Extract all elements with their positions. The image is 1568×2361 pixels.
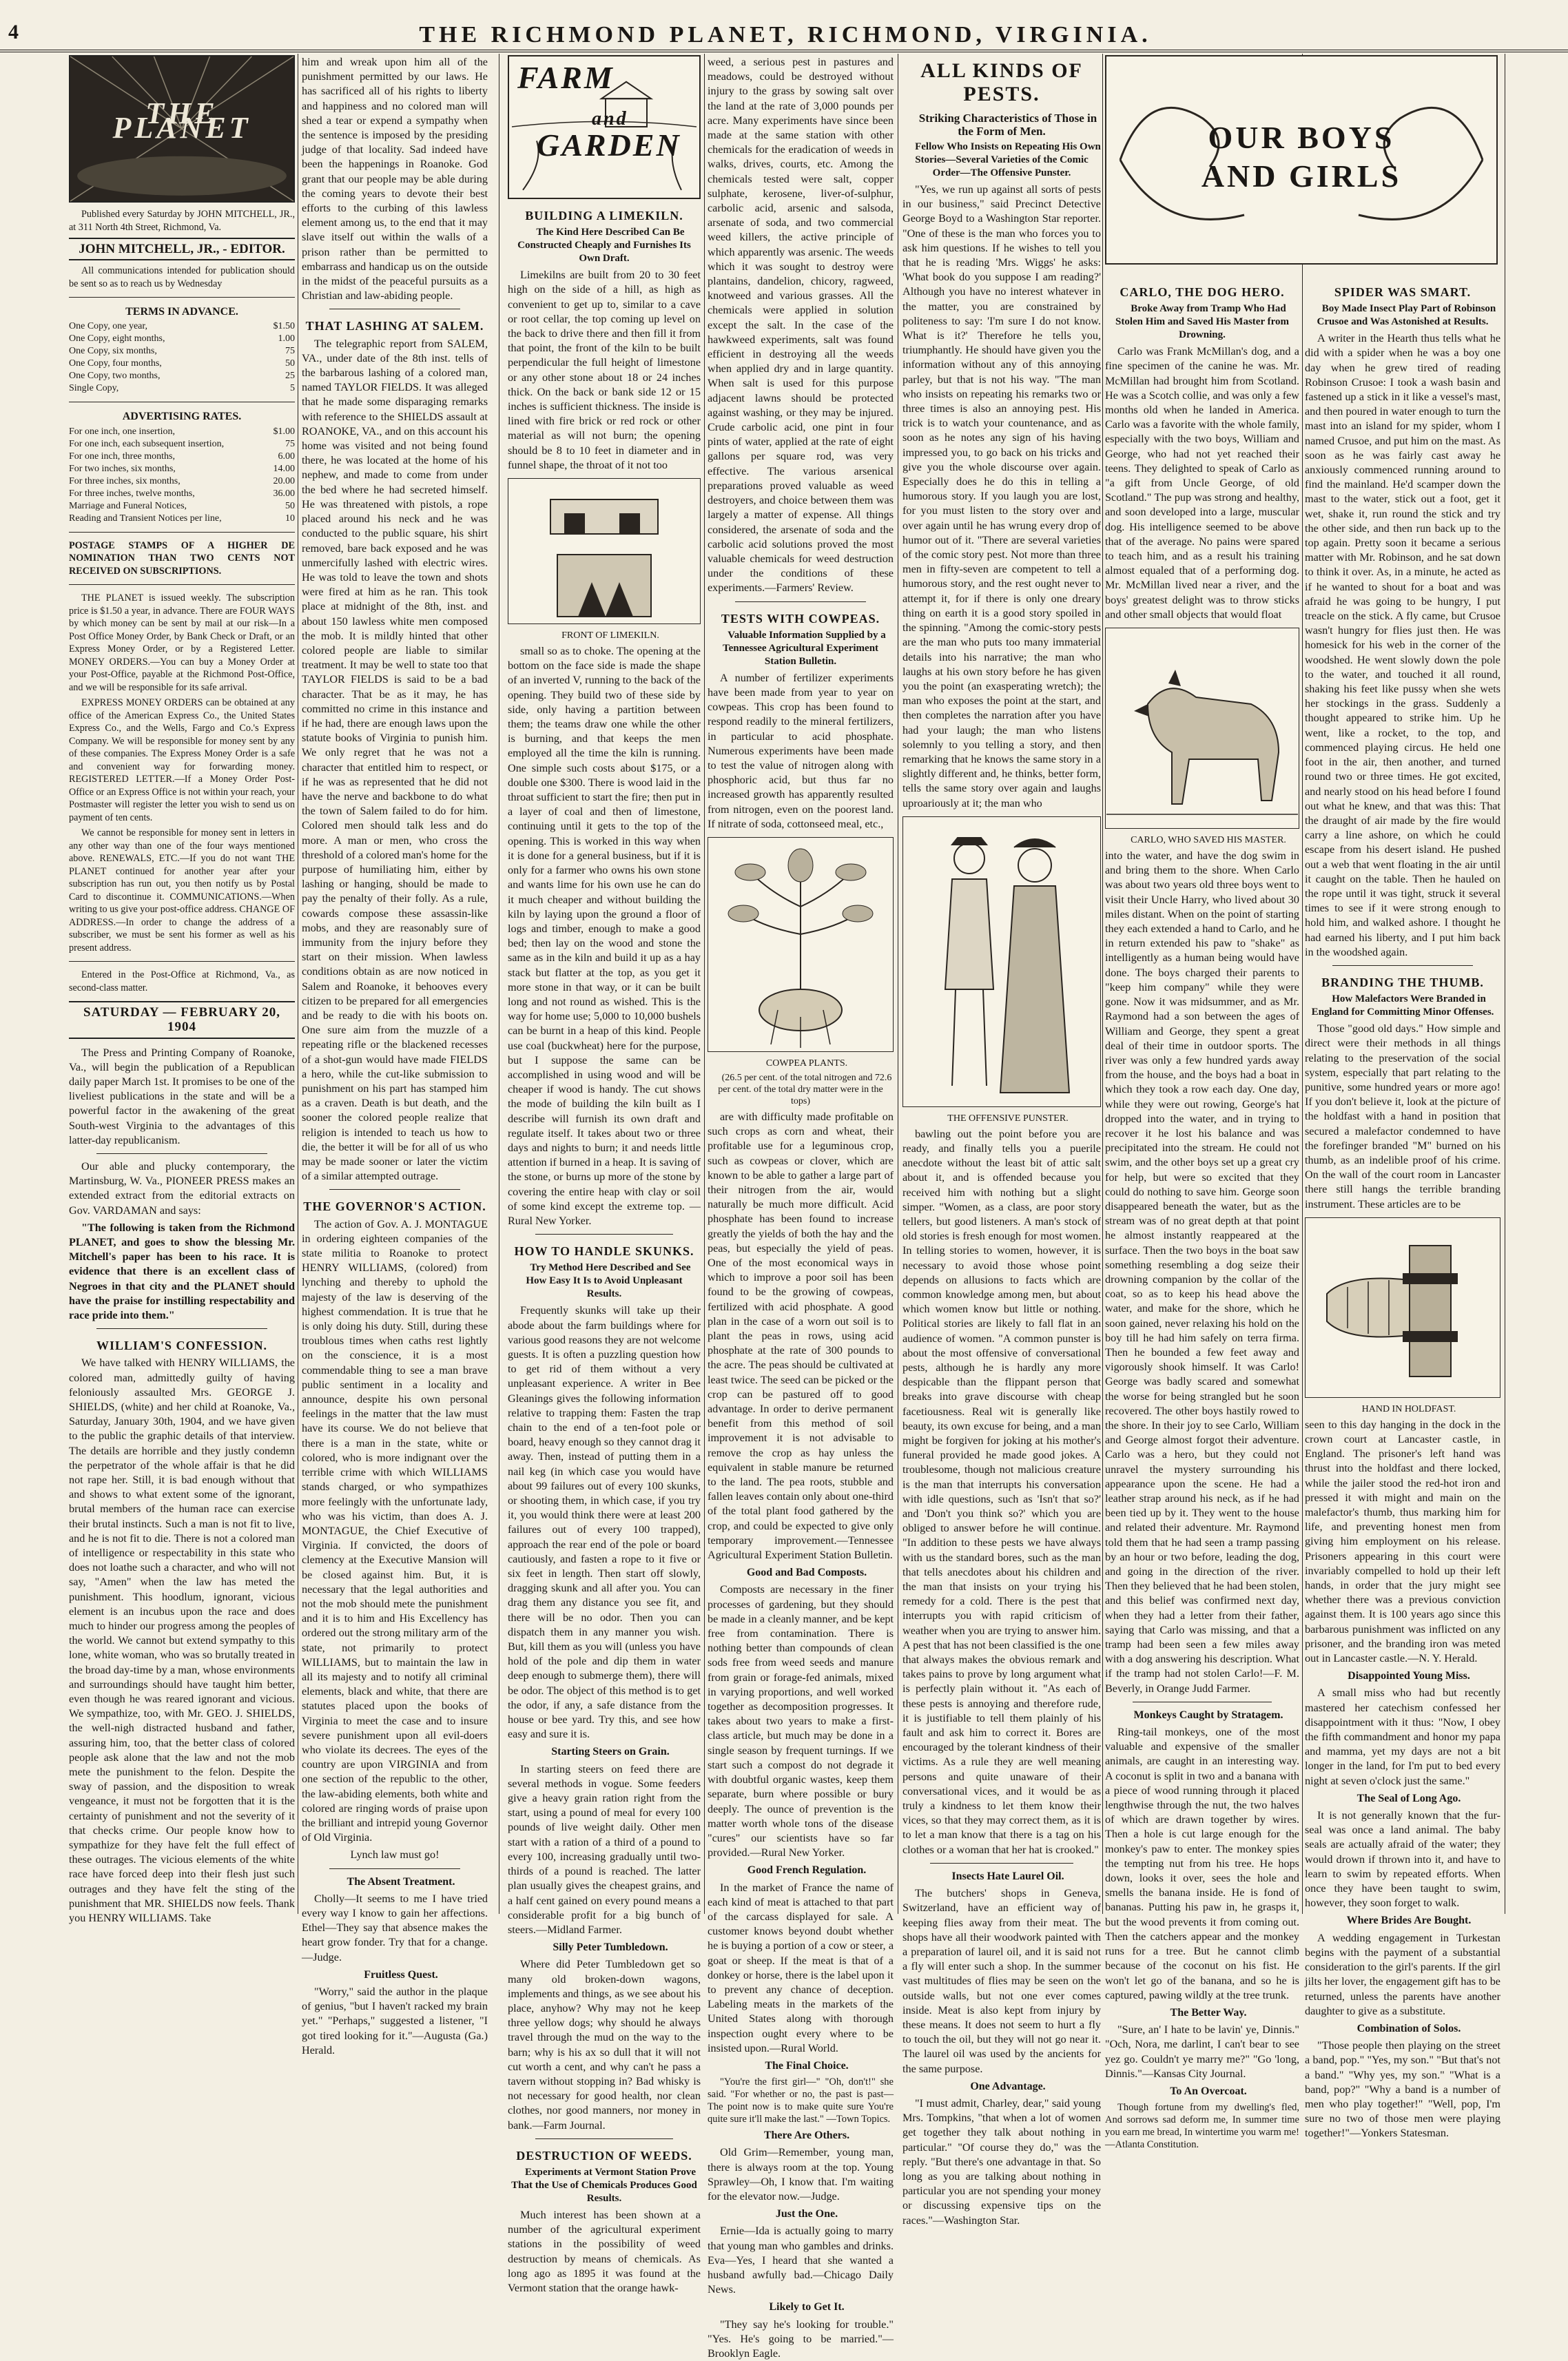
divider — [1332, 965, 1473, 966]
article-headline: Where Brides Are Bought. — [1346, 1915, 1472, 1927]
boys-girls-banner — [1105, 55, 1498, 265]
article-headline: Disappointed Young Miss. — [1348, 1670, 1470, 1682]
article-headline: THE GOVERNOR'S ACTION. — [303, 1199, 486, 1214]
article-body: "Those people then playing on the street a band, pop." "Yes, my son." "But that's not a band." "Why yes, my son." "What is a band, pop?" "Why a band is a number of men who play together!" "Well, pop, I'm sure no two of those men were playing together!"—Yonkers Statesman. — [1305, 2039, 1500, 2140]
article-headline: There Are Others. — [763, 2130, 850, 2142]
limekiln-figure — [508, 479, 700, 623]
article-headline: ALL KINDS OF PESTS. — [920, 59, 1083, 105]
column-7 — [1305, 276, 1500, 2140]
divider — [735, 601, 866, 602]
article-deck: Boy Made Insect Play Part of Robinson Crusoe and Was Astonished at Results. — [1317, 303, 1496, 328]
article-body: "Worry," said the author in the plaque of genius, "but I haven't racked my brain yet." "Perhaps," suggested a listener, "I got tired looking for it."—Augusta (Ga.) Herald. — [302, 1986, 488, 2056]
divider — [329, 1868, 460, 1869]
article-headline: TESTS WITH COWPEAS. — [721, 611, 880, 626]
limekiln-illustration — [508, 478, 701, 624]
verse: "You're the first girl—" "Oh, don't!" she said. "For whether or no, the past is past—The point now is to make quite sure You're quite sure it'll make the last." —Town Topics. — [708, 2076, 894, 2125]
article-body: In the market of France the name of each kind of meat is attached to that part of the carcass displayed for sale. A customer knows beyond doubt whether he is buying a portion of a cow or steer, a goat or sheep. If the meat is that of a donkey or horse, there is the label upon it to prevent any chance of deception. Labeling meats in the markets of the United States along with thorough inspection ought every where to be insisted upon.—Rural World. — [708, 1881, 894, 2054]
article-body: The butchers' shops in Geneva, Switzerland, have an efficient way of keeping flies away from their meat. The shops have all their woodwork painted with a preparation of laurel oil, and it is said not a fly will enter such a shop. In the summer vast multitudes of flies may be seen on the outside walls, but not one ever comes inside. Meat is also kept from injury by these means. It does not seem to hurt a fly to touch the oil, but they will not go near it. The laurel oil was used by the ancients for the same purpose. — [902, 1887, 1101, 2075]
banner-word-farm: FARM — [517, 60, 615, 95]
article-body: Where did Peter Tumbledown get so many old broken-down wagons, implements and things, as we see about his place, anyhow? Why may not he keep three yellow dogs; why should he always travel through the mud on the way to the barn; why is his ax so dull that it will not cut worth a cent, and why can't he pass a tavern without stopping in? Bad whisky is not necessary for good health, nor clean clothes, nor good manners, nor money in bank.—Farm Journal. — [508, 1958, 701, 2132]
rates-row: For one inch, three months, 6.00 — [69, 451, 295, 462]
article-body: Ring-tail monkeys, one of the most valuable and expensive of the smaller animals, are caught in an interesting way. A coconut is split in two and a banana with a piece of wood running through it placed lengthwise through the nut, the two halves of which are drawn together by wires. Then a hole is cut large enough for the monkey's paw to enter. The monkey spies the tempting nut from his tree. He hops down, looks it over, sees the hole and smells the banana inside. He is fond of bananas. Putting his paw in, he grasps it, but the wood prevents it from coming out. Then the catchers appear and the monkey runs for a tree. But he cannot climb because of the coconut on his fist. He won't let go of the banana, and so he is captured, pawing wildly at the tree trunk. — [1105, 1726, 1299, 2001]
header-rule — [0, 50, 1568, 52]
article-headline: Likely to Get It. — [769, 2301, 845, 2313]
article-headline: HOW TO HANDLE SKUNKS. — [514, 1244, 694, 1259]
divider — [329, 1189, 460, 1190]
article-headline: CARLO, THE DOG HERO. — [1120, 285, 1285, 299]
divider — [69, 584, 295, 585]
article-body: It is not generally known that the fur-seal was once a land animal. The baby seals are actually afraid of the water; they would drown if thrown into it, and have to learn to swim by repeated efforts. When once they have been taught to swim, however, they soon forget to walk. — [1305, 1809, 1500, 1910]
vardaman-paragraph: Our able and plucky contemporary, the Martinsburg, W. Va., PIONEER PRESS makes an extended extract from the editorial extracts on Gov. VARDAMAN and says: — [69, 1159, 295, 1217]
article-body: In starting steers on feed there are several methods in vogue. Some feeders give a heavy grain ration right from the start, using a pound of meal for every 100 pounds of live weight daily. Other men start with a ration of a third of a pound to every 100, increasing gradually until two-thirds of a pound is reached. The latter plan usually gives the cheapest grains, and a half cent gained on every pound means a considerable profit for a big bunch of steers.—Midland Farmer. — [508, 1762, 701, 1936]
rates-row: For one inch, one insertion, $1.00 — [69, 426, 295, 437]
article-headline: Starting Steers on Grain. — [551, 1746, 670, 1758]
divider — [930, 1863, 1073, 1864]
column-5 — [902, 55, 1101, 2227]
figure-caption: FRONT OF LIMEKILN. — [561, 630, 659, 641]
column-rule — [1302, 54, 1303, 1914]
communications-notice: All communications intended for publication should be sent so as to reach us by Wednesday — [69, 265, 295, 289]
article-body: A writer in the Hearth thus tells what he did with a spider when he was a boy one day when he grew tired of reading Robinson Crusoe: I took a wash basin and fastened up a stick in it like a vessel's mast, and then poured in water enough to turn the mast into an island for my spider, whom I named Crusoe, and put him on the mast. As soon as he was fairly cast away he anxiously commenced running around to find the mainland. He'd scamper down the mast to the water, stick out a foot, get it wet, shake it, run round the stick and try the other side, and then run back up to the top again. Pretty soon it became a serious matter with Mr. Robinson, and he sat down to think it over. As, in a minute, he acted as if he wanted to shout for a boat and was afraid he was going to be hungry, I put treacle on the stick. A fly came, but Crusoe wasn't hungry for flies just then. He was homesick for his web in the corner of the woodshed. He went slowly down the pole to the water, and touched it all round, shaking his feet like pussy when she wets her stockings in the grass. Suddenly a thought appeared to strike him. Up he went, like a rocket, to the top, and commenced playing circus. He held one foot in the air, then another, and turned round two or three times. He got excited, and nearly stood on his head before I found out what he knew, and that was this: That the draught of air made by the fire would carry a line ashore, on which he could escape from his desert island. He pushed out a web that went floating in the air until it caught on the table. Then he hauled on the rope until it was tight, struck it several times to see if it were strong enough to hold him, and walked ashore. I thought he had earned his liberty, and I put him back in the woodshed again. — [1305, 332, 1500, 958]
editor-line: JOHN MITCHELL, JR., - EDITOR. — [69, 238, 295, 260]
divider — [96, 1153, 267, 1154]
article-headline: BRANDING THE THUMB. — [1321, 975, 1484, 989]
column-3 — [508, 55, 701, 2294]
divider — [96, 1328, 267, 1329]
article-headline: BUILDING A LIMEKILN. — [525, 209, 683, 223]
banner-word-garden: GARDEN — [537, 127, 681, 163]
planet-masthead — [69, 55, 295, 203]
rates-row: For one inch, each subsequent insertion, 75 — [69, 438, 295, 449]
figure-caption: COWPEA PLANTS. — [765, 1058, 848, 1069]
hand-holdfast-figure — [1306, 1218, 1500, 1397]
article-body: "They say he's looking for trouble." "Yes. He's going to be married."—Brooklyn Eagle. — [708, 2318, 894, 2360]
article-body: The telegraphic report from SALEM, VA., under date of the 8th inst. tells of the barbarous lashing of a colored man, named TAYLOR FIELDS. It was alleged that he made some disparaging remarks with reference to the SHIELDS assault at ROANOKE, VA., and on this account his home was visited and not being found there, he was located at the home of his nephew, and made to come from under the bed where he had secreted himself. He was threatened with pistols, a rope placed around his neck and he was conducted to the public square, his shirt removed, bare back exposed and he was unmercifully lashed with electric wires. He was told to leave the town and shots were fired at him as he ran. This took place at midnight of the 8th, inst. and about 150 lawless white men composed the mob. It is mildly hinted that other colored people are liable to similar treatment. It may be well to state too that TAYLOR FIELDS is said to be a bad character. That be as it may, he has committed no crime in this instance and if he had, there are enough laws upon the statute books of Virginia to punish him. We only regret that he was not a character that entitled him to respect, or if he was as represented that he did not have the nerve and backbone to do what the town of Salem failed to do for him. Colored men should talk less and do more. A man or men, who cross the threshold of a colored man's home for the purpose of humiliating him, either by lashing or hanging, should be made to pay the penalty of their folly. As a rule, cowards compose these assassin-like mobs, and they are reasonably sure of immunity from the injury before they start on their mission. When lawless conditions obtain as are now noticed in Salem and Roanoke, it behooves every citizen to be prepared for all emergencies and be ready to die with his boots on. One sure aim from the muzzle of a repeating rifle or the blackened recesses of a shot-gun would have made FIELDS a hero, while the cut-like submission to punishment on his part has stamped him as a craven. Death is but death, and the sooner the colored people realize that religion is intended to teach us how to die, the better it will be for all of us who may be made sooner or later the victim of a similar attempted outrage. — [302, 337, 488, 1183]
figure-caption: HAND IN HOLDFAST. — [1361, 1403, 1456, 1414]
divider — [535, 2138, 673, 2139]
article-body: seen to this day hanging in the dock in the crown court at Lancaster castle, in England. The prisoner's left hand was thrust into the holdfast and there locked, while the jailer stood the red-hot iron and pressed it with might and main on the malefactor's thumb, thus marking him for life, and preventing honest men from giving him employment on his release. Prisoners appearing in this court were invariably compelled to hold up their left hands, in order that the jury might see whether there was a previous conviction against them. It is 100 years ago since this barbarous punishment was inflicted on any prisoner, and the branding iron was meted out in Lancaster castle.—N. Y. Herald. — [1305, 1418, 1500, 1665]
article-body: small so as to choke. The opening at the bottom on the face side is made the shape of an inverted V, running to the back of the opening. They build two of these side by side, only having a partition between them; the teams draw one while the other is burning, and that keeps the men employed all the time the kiln is running. One simple such costs about $175, or a double one $300. There is wood laid in the throat sufficient to start the fire; then put in a layer of coal and then of limestone, continuing until it gets to the top of the opening. This is worked in this way when it is done for a general business, but if it is only for a farmer who owns his own stone and wants lime for his own use he can do it much cheaper and without building the kiln by laying upon the ground a floor of logs and timber, enough to make a good bed; then lay on the wood and stone the same as in the kiln and build it up as a hay stack but flatter at the top, as you get it more stone in that way, or it can be built long and not round as wished. This is the way for home use; 5,000 to 10,000 bushels can be burnt in a heap of this kind. People use coal (buckwheat) here for the purpose, but I suppose the same can be accomplished in using wood and will be cheaper if wood is handy. The cut shows the mode of building the kiln built as I describe will furnish its own draft and regulate itself. It takes about two or three days and nights to burn; it and needs little attention if burned in a heap. It is saving of the stone, or burns up more of the stone by covering the entire heap with clay or soil of some kind except the extreme top. —Rural New Yorker. — [508, 645, 701, 1227]
divider — [69, 297, 295, 298]
column-2 — [302, 55, 488, 2056]
article-body: Much interest has been shown at a number of the agricultural experiment stations in the possibility of weed destruction by means of chemicals. As long ago as 1895 it was found at the Vermont station that the orange hawk- — [508, 2208, 701, 2294]
article-headline: The Final Choice. — [765, 2059, 849, 2072]
rates-row: For three inches, twelve months, 36.00 — [69, 488, 295, 499]
banner-word-and: and — [592, 108, 628, 130]
terms-row: Single Copy, 5 — [69, 383, 295, 394]
terms-row: One Copy, four months, 50 — [69, 358, 295, 369]
article-headline: The Better Way. — [1170, 2006, 1247, 2019]
running-head — [0, 0, 1568, 48]
publisher-notice: Published every Saturday by JOHN MITCHELL, JR., at 311 North 4th Street, Richmond, Va. — [69, 209, 295, 233]
article-headline: Fruitless Quest. — [364, 1968, 438, 1981]
article-body: Ernie—Ida is actually going to marry that young man who gambles and drinks. Eva—Yes, I heard that she wanted a husband awfully bad.—Chicago Daily News. — [708, 2225, 894, 2296]
article-body: Cholly—It seems to me I have tried every way I know to gain her affections. Ethel—They say that absence makes the heart grow fonder. Try that for a change.—Judge. — [302, 1892, 488, 1963]
rates-title: ADVERTISING RATES. — [122, 411, 242, 423]
article-headline: THAT LASHING AT SALEM. — [305, 319, 484, 333]
entered-notice: Entered in the Post-Office at Richmond, Va., as second-class matter. — [69, 969, 295, 993]
figure-caption: CARLO, WHO SAVED HIS MASTER. — [1131, 835, 1286, 846]
article-deck: Try Method Here Described and See How Easy It Is to Avoid Unpleasant Results. — [526, 1262, 691, 1300]
banner-title: OUR BOYS AND GIRLS — [1201, 120, 1402, 194]
figure-subcaption: (26.5 per cent. of the total nitrogen and 72.6 per cent. of the total dry matter were in the tops) — [718, 1072, 892, 1106]
article-body: "Yes, we run up against all sorts of pests in our business," said Precinct Detective George Boyd to a Washington Star reporter. "One of these is the man who forces you to ask him questions. If he wishes to tell you that he is reading 'Mrs. Wiggs' he asks: 'What book do you suppose I am reading?' Although you have no interest whatever in the matter, you are constrained by politeness to say: 'I'm sure I do not know. What is it?' Therefore he tells you, triumphantly. He should have given you the information without any of this annoying parley, but that is not his way. "The man who insists on repeating his remarks two or three times is also an annoying pest. His trick is to watch your countenance, and as soon as he notes any sign of his having impressed you, to go back on his tricks and give you the whole discourse over again. Especially does he do this in telling a humorous story. If you laugh you are lost, for you must listen to the story over and over again until he has wrung every drop of humor out of it. "There are several varieties of the comic story pest. Not more than three men in fifty-seven are competent to tell a humorous story, and the rest ought never to attempt it, for if there is only one dreary thing on earth it is a good story spoiled in the spinning. "Among the comic-story pests are the man who puts too many immaterial details into his narrative; the man who laughs at his own story before he has given you the point (an exasperating wretch); the man who exposes the point at the start, and then completes the narration after you have had your laugh; the man who listens solemnly to you telling a story, and then remarking that he knows the same story in a slightly different and, he thinks, better form, tells the same story over again and laughs uproariously at it; the man who — [902, 183, 1101, 810]
article-body: weed, a serious pest in pastures and meadows, could be destroyed without injury to the grass by sowing salt over the land at the rate of 3,000 pounds per acre. Many experiments have since been made at the same station with other chemicals for the eradication of weeds in walks, drives, courts, etc. Among the chemicals tested were salt, copper sulphate, kerosene, liver-of-sulphur, carbolic acid, arsenic and salsoda, arsenate of soda, and two commercial weed killers, the active principle of which apparently was arsenic. The weeds which it was sought to destroy were plantains, dandelion, chicory, ragweed, knotweed and various grasses. All the chemicals were applied in solution except the salt. In the case of the hawkweed experiments, salt was found efficient in destroying all the weeds when applied dry and in large quantity. When salt is used for this purpose adjacent lawns should be protected against washing, or they may be injured. Crude carbolic acid, one pint in four pints of water, applied at the rate of eight gallons per square rod, was very effective. The various arsenical preparations proved valuable as weed destroyers, and choice between them was largely a matter of expense. All things considered, the arsenate of soda and the carbolic acid solutions proved the most valuable chemicals for weed destruction under the conditions of these experiments.—Farmers' Review. — [708, 56, 894, 595]
holdfast-illustration — [1305, 1217, 1500, 1398]
figure-caption: THE OFFENSIVE PUNSTER. — [947, 1113, 1069, 1124]
column-6 — [1105, 55, 1402, 1908]
stamps-notice: POSTAGE STAMPS OF A HIGHER DE NOMINATION THAN TWO CENTS NOT RECEIVED ON SUBSCRIPTIONS. — [69, 539, 295, 577]
terms-row: One Copy, one year, $1.50 — [69, 321, 295, 332]
article-body: "I must admit, Charley, dear," said young Mrs. Tompkins, "that when a lot of women get together they talk about nothing in particular." "Of course they do," was the reply. "But there's one advantage in that. So long as you are talking about nothing in particular you are not spending your money or discussing expensive tips on the races."—Washington Star. — [902, 2096, 1101, 2227]
column-rule — [704, 54, 705, 1914]
article-headline: Silly Peter Tumbledown. — [553, 1941, 668, 1954]
page-number: 4 — [8, 21, 19, 43]
terms-list — [69, 320, 295, 395]
rates-row: Marriage and Funeral Notices, 50 — [69, 500, 295, 511]
subscription-notice: THE PLANET is issued weekly. The subscription price is $1.50 a year, in advance. There are FOUR WAYS by which money can be sent by mail at our risk—In a Post Office Money Order, by Bank Check or Draft, or an Express Money Order, or by a Registered Letter. MONEY ORDERS.—You can buy a Money Order at your Post-Office, payable at the Richmond Post-Office, and we will be responsible for its safe arrival. — [69, 592, 295, 693]
article-headline: SPIDER WAS SMART. — [1334, 285, 1472, 299]
roanoke-paragraph: The Press and Printing Company of Roanoke, Va., will begin the publication of a Republican daily paper March 1st. It promises to be one of the liveliest publications in the state and will be a powerful factor in the awakening of the great South-west Virginia to the advantages of this latter-day republicanism. — [69, 1046, 295, 1146]
article-headline: Combination of Solos. — [1356, 2022, 1461, 2034]
article-headline: Monkeys Caught by Stratagem. — [1133, 1709, 1283, 1721]
divider — [535, 1234, 673, 1235]
article-body: Old Grim—Remember, young man, there is always room at the top. Young Sprawley—Oh, I know that. I'm waiting for the elevator now.—Judge. — [708, 2146, 894, 2203]
article-headline: One Advantage. — [970, 2080, 1046, 2092]
column-rule — [1102, 54, 1103, 1914]
rates-row: For three inches, six months, 20.00 — [69, 475, 295, 486]
rates-row: For two inches, six months, 14.00 — [69, 463, 295, 474]
article-body: The action of Gov. A. J. MONTAGUE in ordering eighteen companies of the state militia to Roanoke to protect HENRY WILLIAMS, (colored) from lynching and thereby to uphold the majesty of the law is deserving of the highest commendation. It is true that he is only doing his duty. Still, during these troublous times when caths rest lightly on the conscience, it is a most commendable thing to see a man brave public sentiment in a locality and announce, despite his own personal feelings in the matter that the law must have its course. We do not believe that there is a man in the state, white or colored, who is more indignant over the terrible crime with which WILLIAMS stands charged, or who sympathizes more feelingly with the unfortunate lady, who was his victim, than does A. J. MONTAGUE, the Chief Executive of Virginia. If convicted, the doors of clemency at the Executive Mansion will be closed against him. But, it is necessary that the legal authorities and not the mob should mete the punishment and it is to him and His Excellency has ordered out the strong military arm of the state, not primarily to protect WILLIAMS, but to maintain the law in all its majesty and to notify all criminal elements, black and white, that there are statutes placed upon the books of Virginia to meet the case and to insure severe punishment upon all evil-doers who violate its decrees. The eyes of the country are upon VIRGINIA and from one section of the republic to the other, the law-abiding elements, both white and colored are ringing words of praise upon the brilliant and intrepid young Governor of Old Virginia. — [302, 1217, 488, 1844]
article-deck: Experiments at Vermont Station Prove That the Use of Chemicals Produces Good Results. — [511, 2166, 697, 2204]
article-body: Frequently skunks will take up their abode about the farm buildings where for various good reasons they are not welcome guests. It is often a puzzling question how to get rid of them without a very unpleasant experience. A writer in Bee Gleanings gives the following information relative to trapping them: Fasten the trap chain to the end of a ten-foot pole or board, heavy enough so they cannot drag it away. Then, instead of putting them in a nail keg (in which case you would have about 99 failures out of every 100 skunks, or shooting them, in which case, if you try it, you would think there were at least 200 failures out of every 100 trapped), approach the rear end of the pole or board cautiously, and fasten a rope to it five or six feet in length. Then start off slowly, dragging skunk and all after you. You can drag them any distance you see fit, and there will be no odor. Then you can dispatch them in any manner you wish. But, kill them as you will (unless you have hold of the pole and dip them in water deep enough to submerge them), there will be odor. The object of this method is to get the odor, if any, a safe distance from the house or bee yard. Try this, and see how easy and sure it is. — [508, 1304, 701, 1741]
rates-row: Reading and Transient Notices per line, 10 — [69, 513, 295, 524]
article-body: A small miss who had but recently mastered her catechism confessed her disappointment with it thus: "Now, I obey the fifth commandment and honor my papa and mamma, yet my days are not a bit longer in the land, for I'm put to bed every night at seven o'clock just the same." — [1305, 1687, 1500, 1787]
article-headline: Good French Regulation. — [747, 1864, 867, 1877]
article-headline: To An Overcoat. — [1170, 2085, 1247, 2097]
article-body: are with difficulty made profitable on such crops as corn and wheat, their profitable use for a leguminous crop, such as cowpeas or clover, which are known to be able to gather a large part of their nitrogen from the air, would naturally be much more difficult. Acid phosphate has been found to increase greatly the yields of both the hay and the peas, but especially the yield of peas. One of the most economical ways in which to improve a poor soil has been found to be the growing of cowpeas, fertilized with acid phosphate. A good plan in the case of a worn out soil is to plant the peas in rows, using acid phosphate at the rate of 300 pounds to the acre. The peas should be cultivated at least twice. The seed can be picked or the crop can be pastured off to good advantage. In order to derive permanent benefit from this method of soil improvement it is not advisable to remove the crop as hay unless the equivalent in stable manure be returned to the land. The pea roots, stubble and fallen leaves contain only about one-third of the total plant food gathered by the crop, and could be expected to give only temporary improvement.—Tennessee Agricultural Experiment Station Bulletin. — [708, 1110, 894, 1562]
article-body: him and wreak upon him all of the punishment permitted by our laws. He has sacrificed all of his rights to liberty and happiness and no colored man will shed a tear or expend a sympathy when the sentence is imposed by the presiding judge of that locality. Sad indeed have been the happenings in Roanoke. God grant that our people may be able during the coming years to devote their best efforts to the curbing of this lawless element among us, to the end that it may slave itself out within the walls of a prison rather than be permitted to embarrass and handicap us on the outside in the midst of the peaceful pursuits as a Christian and law-abiding people. — [302, 56, 488, 302]
article-body: "Sure, an' I hate to be lavin' ye, Dinnis." "Och, Nora, me darlint, I can't bear to see yez go. Couldn't ye marry me?" "Go 'long, Dinnis."—Kansas City Journal. — [1105, 2023, 1299, 2080]
dateline: SATURDAY — FEBRUARY 20, 1904 — [69, 1001, 295, 1038]
article-headline: Good and Bad Composts. — [746, 1567, 867, 1579]
article-body: A number of fertilizer experiments have been made from year to year on cowpeas. This crop has been found to respond readily to the mineral fertilizers, in particular to acid phosphate. Numerous experiments have been made to test the value of nitrogen along with phosphoric acid, but thus far no increased growth has apparently resulted from nitrogen, even on the poorest land. If nitrate of soda, cottonseed meal, etc., — [708, 671, 894, 830]
verse: Though fortune from my dwelling's fled, And sorrows sad deform me, In summer time you earn me bread, In wintertime you warm me! —Atlanta Constitution. — [1105, 2102, 1299, 2151]
divider — [69, 532, 295, 533]
article-deck: Broke Away from Tramp Who Had Stolen Him and Saved His Master from Drowning. — [1115, 303, 1289, 341]
terms-title: TERMS IN ADVANCE. — [125, 306, 238, 318]
article-headline: Insects Hate Laurel Oil. — [951, 1870, 1064, 1882]
article-headline: WILLIAM'S CONFESSION. — [96, 1339, 268, 1353]
newspaper-title: THE RICHMOND PLANET, RICHMOND, VIRGINIA. — [419, 22, 1152, 48]
article-deck: Valuable Information Supplied by a Tennessee Agricultural Experiment Station Bulletin. — [722, 629, 886, 667]
cowpea-plant-figure — [708, 838, 893, 1051]
article-headline: The Seal of Long Ago. — [1356, 1792, 1461, 1804]
express-notice: EXPRESS MONEY ORDERS can be obtained at any office of the American Express Co., the United States Express Co., and the Wells, Fargo and Co.'s Express Company. We will be responsible for money sent by any of these companies. The Express Money Order is a safe and convenient way for forwarding money. REGISTERED LETTER.—If a Money Order Post-Office or an Express Office is not within your reach, your Postmaster will register the letter you wish to send us on payment of ten cents. — [69, 697, 295, 823]
cowpea-illustration — [708, 837, 894, 1052]
article-body: Carlo was Frank McMillan's dog, and a fine specimen of the canine he was. Mr. McMillan had brought him from Scotland. He was a Scotch collie, and was only a few months old when he landed in America. Carlo was a favorite with the whole family, especially with the two boys, William and George, who had not yet reached their teens. They delighted to speak of Carlo as "a gift from Uncle George, of old Scotland." The pup was strong and healthy, and soon developed into a large, muscular dog. His intelligence seemed to be above that of the average. No pains were spared to teach him, and as a result his training almost equaled that of a performing dog. Mr. McMillan lived near a river, and the boys' greatest delight was to throw sticks and other small objects that would float — [1105, 345, 1299, 621]
punster-illustration — [902, 816, 1101, 1107]
article-deck: The Kind Here Described Can Be Constructed Cheaply and Furnishes Its Own Draft. — [517, 227, 691, 265]
article-headline: Just the One. — [775, 2208, 838, 2220]
rates-list — [69, 426, 295, 525]
farm-garden-banner — [508, 55, 701, 199]
column-1 — [69, 55, 295, 1925]
article-body: Composts are necessary in the finer processes of gardening, but they should be made in a cleanly manner, and be kept free from contamination. There is nothing better than compounds of clean sods free from weed seeds and manure from grain or forage-fed animals, mixed in varying proportions, and well worked together as decomposition progresses. It takes about two years to make a first-class article, but much may be done in a single season by frequent turnings. If we start such a compost do not degrade it with doubtful organic wastes, keep them separate, burn where possible or bury deeply. The ounce of prevention is the matter worth whole tons of the disease "cures" our scientists have so far provided.—Rural New Yorker. — [708, 1583, 894, 1859]
article-body: A wedding engagement in Turkestan begins with the payment of a substantial consideration to the girl's parents. If the girl jilts her lover, the engagement gift has to be returned, unless the parents have another daughter to give as a substitute. — [1305, 1931, 1500, 2017]
article-body: into the water, and have the dog swim in and bring them to the shore. When Carlo was about two years old three boys went to visit their Uncle Harry, who lived about 30 miles distant. When on the point of starting they each extended a hand to Carlo, and he in return extended his paw to "shake" as intelligently as a human being would have done. The boys charged their parents to "keep him company" while they were gone. Now it was midsummer, and as Mr. Raymond had a son between the ages of William and George, they spent a great deal of their time in outdoor sports. The river was only a few hundred yards away from the house, and the boys had a boat in which they took a row each day. One day, while they were out rowing, George's hat dropped into the water, and in trying to recover it he lost his balance and was precipitated into the stream. He could not swim, and the other boys set up a great cry for help, but were so excited that they could do nothing to save him. George soon disappeared beneath the water, but as the stream was of no great depth at that point he almost instantly reappeared at the surface. Then the two boys in the boat saw something resembling a dog seize their drowning companion by the collar of the coat, so as to keep his head above the water, and make for the shore, which he soon gained, never relaxing his hold on the boy till he had him safely on terra firma. Then he bounded a few feet away and vigorously shook himself. It was Carlo! George was badly scared and somewhat the worse for being strangled but he soon recovered. The other boys hastily rowed to the shore. In their joy to see Carlo, William and George almost forgot their adventure. Carlo was a hero, but they could not unravel the mystery surrounding his appearance upon the scene. He had a leather strap around his neck, as if he had been tied up by it. They went to the house and related their adventure. Mr. Raymond told them that he had seen a tramp passing by an hour or two before, leading the dog, and going in the direction of the river. Then they believed that he had been stolen, and this belief was confirmed next day, when they had a letter from their father, saying that Carlo was missing, and that a tramp had been seen a few miles away with a dog answering his description. What if the tramp had not stolen Carlo!—F. M. Beverly, in Orange Judd Farmer. — [1105, 849, 1299, 1695]
article-body: Those "good old days." How simple and direct were their methods in all things relating to the preservation of the social system, especially that part relating to the punitive, some hundred years or more ago! If you don't believe it, look at the picture of the holdfast with a hand in position that secured a malefactor condemned to have the forefinger branded "M" burned on his thumb, as an indelible proof of his crime. On the wall of the court room in Lancaster there still hangs the terrible branding instrument. These articles are to be — [1305, 1022, 1500, 1210]
article-deck: Striking Characteristics of Those in the Form of Men. — [918, 112, 1097, 138]
renewals-notice: We cannot be responsible for money sent in letters in any other way than one of the four ways mentioned above. RENEWALS, ETC.—If you do not want THE PLANET continued for another year after your subscription has run out, you then notify us by Postal Card to discontinue it. COMMUNICATIONS.—When writing to us give your post-office address. CHANGE OF ADDRESS.—In order to change the address of a subscriber, we must be sent his former as well as his present address. — [69, 827, 295, 953]
slogan: Lynch law must go! — [350, 1848, 440, 1862]
punster-figure — [903, 817, 1100, 1106]
article-headline: DESTRUCTION OF WEEDS. — [516, 2148, 692, 2163]
article-headline: The Absent Treatment. — [347, 1875, 455, 1888]
terms-row: One Copy, six months, 75 — [69, 346, 295, 357]
column-4 — [708, 55, 894, 2360]
vardaman-quote: "The following is taken from the Richmond PLANET, and goes to show the blessing Mr. Mitchell's paper has been to his race. It is evidence that there is an excellent class of Negroes in that city and the PLANET should have the praise for instilling respectability and race pride into them." — [69, 1221, 295, 1321]
terms-row: One Copy, two months, 25 — [69, 371, 295, 382]
article-body: Limekilns are built from 20 to 30 feet high on the side of a hill, as high as convenient to get up to, similar to a cave or root cellar, the top coming up level on the back to drive there and then fill it from that point, the front of the kiln to be built perpendicular the full height of limestone or any other stone about 18 or 24 inches thick. On the back or bank side 12 or 15 inches is sufficient thickness. The inside is lined with fire brick or red rock or other material as will not burn; the opening should be 8 to 10 feet in diameter and in funnel shape, the throat of it not too — [508, 269, 701, 471]
terms-row: One Copy, eight months, 1.00 — [69, 333, 295, 344]
article-body: We have talked with HENRY WILLIAMS, the colored man, admittedly guilty of having feloniously assaulted Mrs. GEORGE J. SHIELDS, (white) and her child at Roanoke, Va., Saturday, January 30th, 1904, and we have given to the public the graphic details of that interview. The details are horrible and they justly condemn the perpetrator of the whole affair is that he did not rape her. Still, it is bad enough without that and shows to what extent some of the ignorant, brutal members of the human race can exercise their brutal instincts. Such a man is not fit to live, and he is not fit to die. There is not a colored man of intelligence or respectability in this state who does not loathe such a character, and who will not say, "Amen" when the law has meted the punishment. This hoodlum, ignorant, vicious element is an incubus upon the race and does much to hinder our progress among the peoples of the world. We cannot but extend sympathy to this lone, white woman, who was so brutally treated in the broad day-time by a man, whose environments and surroundings should have taught him better, even though he was reared ignorant and vicious. We sympathize, too, with Mr. GEO. J. SHIELDS, the well-nigh distracted husband and father, assuring him, too, that the better class of colored people ask alone that the law and not the mob mete the punishment to the felon. Despite the sway of passion, and the disposition to wreak vengeance, it must not be forgotten that it is the certainty of punishment and not the severity of it that checks crime. Our people know how to sympathize for they have felt the full effect of these outrages. The vicious elements of the white race have forced deep into their flesh just such outrages and they have felt the sting of the punishment that MR. SHIELDS now feels. Thank you HENRY WILLIAMS. Take — [69, 1357, 295, 1925]
article-subdeck: Fellow Who Insists on Repeating His Own Stories—Several Varieties of the Comic Order—The Offensive Punster. — [915, 141, 1101, 178]
article-body: bawling out the point before you are ready, and finally tells you a puerile anecdote without the least bit of attic salt about it, and is offended because you received him with nothing but a slight simper. "Women, as a class, are poor story tellers, but good listeners. A man's stock of old stories is fresh enough for most women. In telling stories to women, however, it is necessary to avoid those whose point depends on allusions to facts which are common knowledge among men, but about which women know but little or nothing. Political stories are likely to fall flat in an audience of women. "A common punster is about the most offensive of conversational pests, although he is hardly any more despicable than the flippant person that breaks into grave discourse with cheap facetiousness. Real wit is generally like beauty, its own excuse for being, and a man might be forgiven for joking at his mother's funeral provided he made good jokes. A troublesome, though not malicious creature is the man that interrupts his conversation with idle questions, such as 'Isn't that so?' and 'Don't you think so?' which you are obliged to answer before he will continue. "In addition to these pests we have always with us the standard bores, such as the man that tells anecdotes about his children and the man that insists on your trying his remedy for a cold. There is the pest that interrupts you with rapid criticism of weather when you are trying to answer him. A pest that has not been classified is the one that always makes the obvious remark and takes pains to prove by long argument what is perfectly plain without it. "As each of these pests is annoying and therefore rude, it is justifiable to tell them plainly of his fault and ask him to correct it. Bores are encouraged by the tolerant kindness of their victims. As a rule they are well meaning persons and quite unaware of their conversational vices, and it would be as truly a kindness to let them know their vices, so that they may correct them, as it is to let a man know that there is a tag on his clothes or a woman that her hat is crooked." — [902, 1127, 1101, 1856]
article-deck: How Malefactors Were Branded in England for Committing Minor Offenses. — [1311, 993, 1494, 1018]
divider — [69, 961, 295, 962]
masthead-title: THE PLANET — [112, 96, 251, 145]
